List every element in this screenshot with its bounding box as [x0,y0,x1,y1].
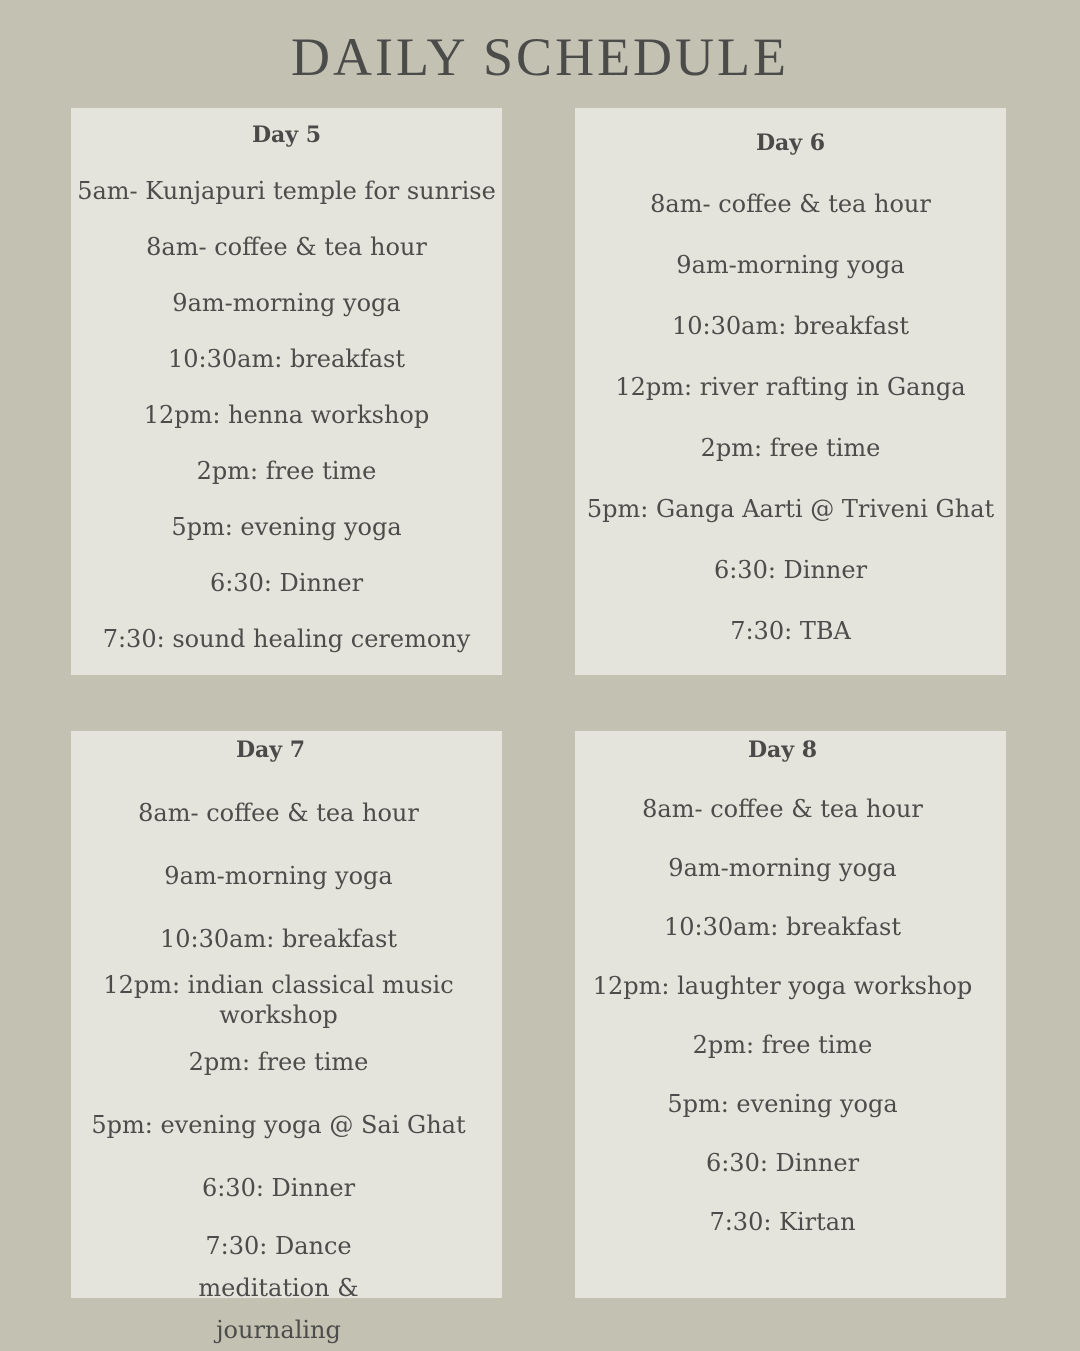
schedule-item: 8am- coffee & tea hour [146,233,427,261]
schedule-item: 8am- coffee & tea hour [650,190,931,218]
schedule-item: 5pm: evening yoga [667,1090,898,1118]
day-heading: Day 8 [747,737,818,763]
schedule-item: 5am- Kunjapuri temple for sunrise [77,177,496,205]
schedule-item: 12pm: henna workshop [143,401,430,429]
schedule-item: 6:30: Dinner [209,569,364,597]
day-heading: Day 6 [755,130,826,156]
day-6-card [575,108,1006,675]
schedule-item: 2pm: free time [692,1031,873,1059]
schedule-item: 6:30: Dinner [713,556,868,584]
schedule-item: 5pm: Ganga Aarti @ Triveni Ghat [586,495,995,523]
schedule-item: 7:30: Dance meditation & journaling [198,1232,359,1344]
day-5-card [71,108,502,675]
schedule-item: 12pm: river rafting in Ganga [615,373,966,401]
schedule-item: 7:30: Kirtan [709,1208,856,1236]
schedule-item: 12pm: laughter yoga workshop [592,972,973,1000]
day-7-card [71,731,502,1344]
schedule-item: 2pm: free time [700,434,881,462]
schedule-item: 10:30am: breakfast [664,913,901,941]
schedule-item: 7:30: sound healing ceremony [102,625,471,653]
schedule-item: 2pm: free time [188,1048,369,1076]
schedule-item: 10:30am: breakfast [672,312,909,340]
schedule-item: 9am-morning yoga [164,862,393,890]
page-title: DAILY SCHEDULE [290,27,790,87]
schedule-item: 12pm: indian classical music workshop [103,971,454,1029]
schedule-item: 10:30am: breakfast [168,345,405,373]
day-8-card [575,731,1006,1298]
schedule-item: 7:30: TBA [730,617,851,645]
schedule-item: 6:30: Dinner [201,1174,356,1202]
schedule-item: 9am-morning yoga [676,251,905,279]
schedule-item: 10:30am: breakfast [160,925,397,953]
schedule-item: 9am-morning yoga [172,289,401,317]
day-heading: Day 5 [251,122,322,148]
schedule-item: 9am-morning yoga [668,854,897,882]
day-heading: Day 7 [235,737,306,763]
schedule-item: 5pm: evening yoga @ Sai Ghat [91,1111,466,1139]
schedule-item: 2pm: free time [196,457,377,485]
schedule-item: 8am- coffee & tea hour [642,795,923,823]
schedule-item: 6:30: Dinner [705,1149,860,1177]
schedule-item: 5pm: evening yoga [171,513,402,541]
schedule-item: 8am- coffee & tea hour [138,799,419,827]
